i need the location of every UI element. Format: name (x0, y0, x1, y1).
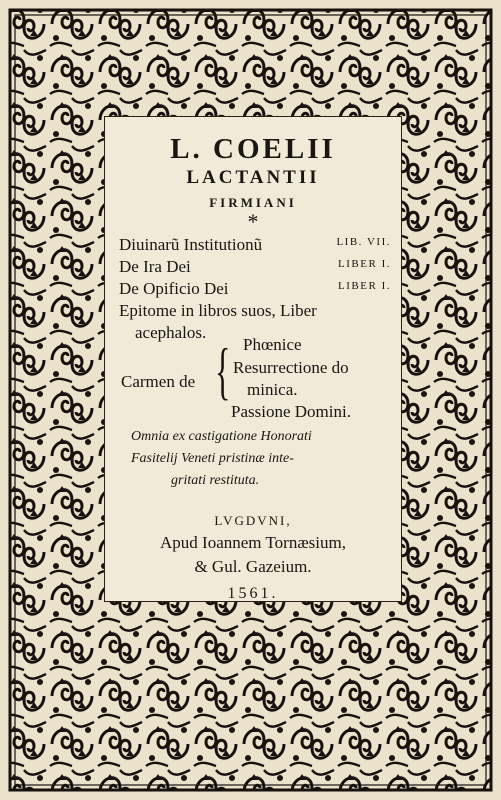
emendation-line: Fasitelij Veneti pristinæ inte- (131, 451, 294, 466)
contents-title: Diuinarũ Institutionũ (119, 235, 263, 254)
carmen-label: Carmen de (121, 372, 196, 391)
contents-title: De Ira Dei (119, 257, 191, 276)
emendation-line: gritati restituta. (171, 473, 260, 488)
carmen-item: minica. (247, 380, 298, 399)
contents-title: De Opificio Dei (119, 279, 229, 298)
author-line-3: FIRMIANI (209, 195, 297, 210)
imprint-year: 1561. (227, 585, 279, 602)
carmen-item: Passione Domini. (231, 402, 351, 421)
imprint-city: LVGDVNI, (214, 513, 292, 528)
carmen-item: Resurrectione do (233, 358, 349, 377)
carmen-item: Phœnice (243, 335, 302, 354)
star-ornament-icon: * (247, 209, 259, 234)
contents-book: LIB. VII. (336, 236, 391, 248)
curly-brace-icon: { (215, 335, 231, 406)
author-line-2: LACTANTII (186, 167, 320, 188)
contents-book: LIBER I. (338, 258, 391, 270)
author-line-1: L. COELII (170, 133, 336, 165)
imprint-printer-2: & Gul. Gazeium. (194, 557, 312, 576)
contents-continuation: acephalos. (135, 323, 207, 342)
emendation-line: Omnia ex castigatione Honorati (131, 429, 312, 444)
title-text-panel (104, 116, 402, 602)
contents-title: Epitome in libros suos, Liber (119, 301, 317, 320)
imprint-printer: Apud Ioannem Tornæsium, (160, 533, 346, 552)
contents-book: LIBER I. (338, 280, 391, 292)
